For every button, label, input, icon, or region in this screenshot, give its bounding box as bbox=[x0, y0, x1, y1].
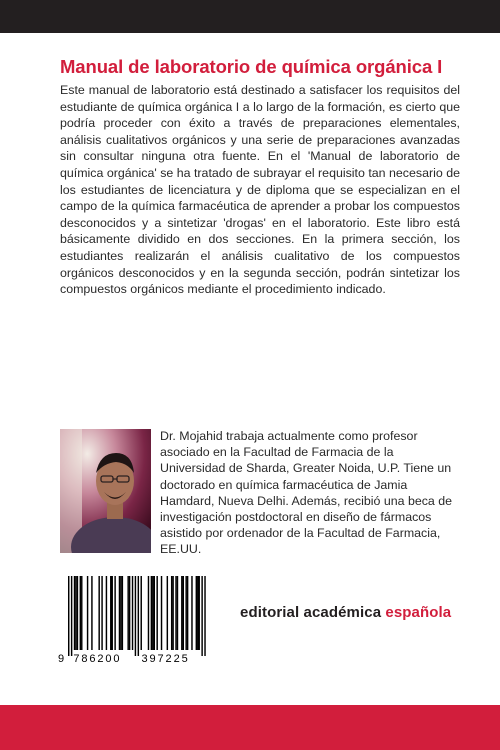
barcode-bar bbox=[201, 576, 202, 656]
barcode-bar bbox=[112, 576, 113, 650]
barcode-bar bbox=[71, 576, 72, 656]
barcode-bar bbox=[181, 576, 182, 650]
book-description: Este manual de laboratorio está destinado a satisfacer los requisitos del estudiante de química orgánica I a lo largo de la formación, es cierto que podría proceder con éxito a través de preparaciones elementales, análisis cualitativos orgánicos y una serie de preparaciones avanzadas sin consultar ninguna otra fuente. En el 'Manual de laboratorio de química orgánica' se ha tratado de subrayar el requisito tan necesario de los estudiantes de licenciatura y de diploma que se especializan en el campo de la química farmacéutica de aprender a probar los compuestos desconocidos y a sintetizar 'drogas' en el laboratorio. Este libro está básicamente dividido en dos secciones. En la primera sección, los estudiantes realizarán el análisis cualitativo de los compuestos orgánicos desconocidos y en la segunda sección, podrán sintetizar los compuestos orgánicos mediante el procedimiento indicado. bbox=[60, 83, 460, 297]
barcode-bar bbox=[132, 576, 133, 650]
barcode-bar bbox=[81, 576, 82, 650]
barcode-bar bbox=[167, 576, 168, 650]
barcode-bar bbox=[172, 576, 173, 650]
barcode-bar bbox=[183, 576, 184, 650]
barcode-bar bbox=[196, 576, 197, 650]
isbn-barcode bbox=[56, 572, 216, 668]
barcode-bar bbox=[156, 576, 157, 650]
author-portrait-image bbox=[60, 429, 151, 553]
barcode-bar bbox=[77, 576, 78, 650]
barcode-bar bbox=[187, 576, 188, 650]
barcode-bar bbox=[110, 576, 111, 650]
barcode-bar bbox=[138, 576, 139, 656]
barcode-bar bbox=[87, 576, 88, 650]
barcode-bar bbox=[68, 576, 69, 656]
barcode-bar bbox=[151, 576, 152, 650]
publisher-name-accent: española bbox=[385, 604, 452, 621]
barcode-bar bbox=[148, 576, 149, 650]
barcode-bar bbox=[91, 576, 92, 650]
barcode-bar bbox=[161, 576, 162, 650]
barcode-bar bbox=[127, 576, 128, 650]
barcode-bar bbox=[122, 576, 123, 650]
barcode-bar bbox=[129, 576, 130, 650]
book-title: Manual de laboratorio de química orgánica I bbox=[60, 56, 443, 77]
author-photo bbox=[60, 429, 151, 553]
author-bio: Dr. Mojahid trabaja actualmente como profesor asociado en la Facultad de Farmacia de la Universidad de Sharda, Greater Noida, U.P. Tiene un doctorado en química farmacéutica de Jamia Hamdard, Nueva Delhi. Además, recibió una beca de investigación postdoctoral en diseño de fármacos asistido por ordenador de la Facultad de Farmacia, EE.UU. bbox=[160, 429, 453, 557]
barcode-bar bbox=[74, 576, 75, 650]
barcode-digits-right: 397225 bbox=[141, 653, 190, 665]
barcode-bar bbox=[191, 576, 192, 650]
barcode-bar bbox=[197, 576, 198, 650]
barcode-bar bbox=[101, 576, 102, 650]
barcode-bar bbox=[114, 576, 115, 650]
barcode-bar bbox=[154, 576, 155, 650]
barcode-bar bbox=[141, 576, 142, 650]
publisher-name bbox=[240, 604, 470, 621]
barcode-bar bbox=[98, 576, 99, 650]
barcode-bar bbox=[175, 576, 176, 650]
barcode-bar bbox=[106, 576, 107, 650]
top-color-band bbox=[0, 0, 500, 33]
barcode-bars bbox=[56, 572, 216, 668]
barcode-bar bbox=[171, 576, 172, 650]
barcode-bar bbox=[152, 576, 153, 650]
barcode-digit-lead: 9 bbox=[58, 653, 67, 665]
barcode-bar bbox=[120, 576, 121, 650]
barcode-bar bbox=[80, 576, 81, 650]
bottom-color-band bbox=[0, 705, 500, 750]
barcode-bar bbox=[119, 576, 120, 650]
barcode-bar bbox=[199, 576, 200, 650]
barcode-bar bbox=[185, 576, 186, 650]
barcode-bar bbox=[204, 576, 205, 656]
barcode-bar bbox=[177, 576, 178, 650]
publisher-name-main: editorial académica bbox=[240, 604, 386, 621]
barcode-bar bbox=[135, 576, 136, 656]
barcode-bar bbox=[75, 576, 76, 650]
barcode-digits-left: 786200 bbox=[73, 653, 122, 665]
